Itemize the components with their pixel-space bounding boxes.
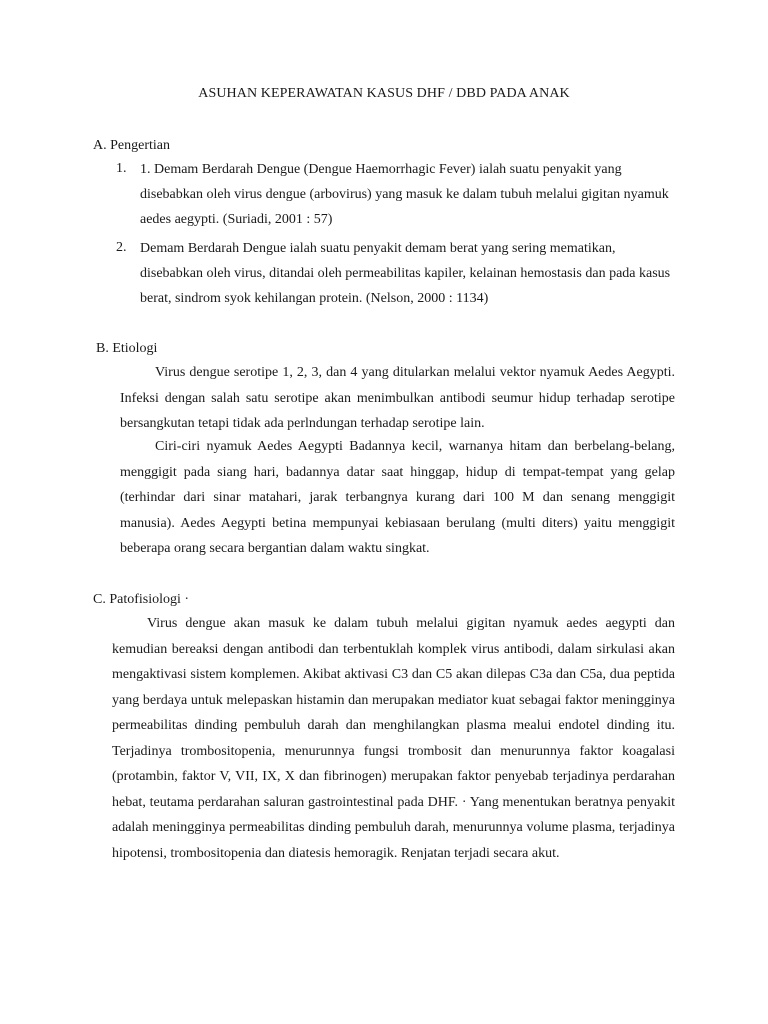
list-item-1-number: 1. — [116, 161, 127, 176]
section-c-heading: C. Patofisiologi · — [93, 592, 190, 607]
list-item-2-number: 2. — [116, 240, 127, 255]
list-item-2-text: Demam Berdarah Dengue ialah suatu penyakit demam berat yang sering mematikan, disebabkan oleh virus, ditandai oleh permeabilitas kapiler, kelainan hemostasis dan pada kasus berat, sindrom syok kehilangan protein. (Nelson, 2000 : 1134) — [140, 241, 671, 306]
document-title: ASUHAN KEPERAWATAN KASUS DHF / DBD PADA ANAK — [198, 86, 570, 101]
patofisiologi-paragraph: Virus dengue akan masuk ke dalam tubuh melalui gigitan nyamuk aedes aegypti dan kemudian bereaksi dengan antibodi dan terbentuklah komplek virus antibodi, dalam sirkulasi akan mengaktivasi sistem komplemen. Akibat aktivasi C3 dan C5 akan dilepas C3a dan C5a, dua peptida yang berdaya untuk melepaskan histamin dan merupakan mediator kuat sebagai faktor meningginya permeabilitas dinding pembuluh darah dan menghilangkan plasma mealui endotel dinding itu. Terjadinya trombositopenia, menurunnya fungsi trombosit dan menurunnya faktor koagalasi (protambin, faktor V, VII, IX, X dan fibrinogen) merupakan faktor penyebab terjadinya perdarahan hebat, teutama perdarahan saluran gastrointestinal pada DHF. · Yang menentukan beratnya penyakit adalah meningginya permeabilitas dinding pembuluh darah, menurunnya volume plasma, terjadinya hipotensi, trombositopenia dan diatesis hemoragik. Renjatan terjadi secara akut. — [112, 616, 675, 861]
etiologi-paragraph-2: Ciri-ciri nyamuk Aedes Aegypti Badannya kecil, warnanya hitam dan berbelang-belang, menggigit pada siang hari, badannya datar saat hinggap, hidup di tempat-tempat yang gelap (terhindar dari sinar matahari, jarak terbangnya kurang dari 100 M dan senang menggigit manusia). Aedes Aegypti betina mempunyai kebiasaan berulang (multi diters) yaitu menggigit beberapa orang secara bergantian dalam waktu singkat. — [120, 439, 675, 556]
section-b-heading: B. Etiologi — [96, 341, 158, 356]
list-item-1-text: 1. Demam Berdarah Dengue (Dengue Haemorrhagic Fever) ialah suatu penyakit yang disebabkan oleh virus dengue (arbovirus) yang masuk ke dalam tubuh melalui gigitan nyamuk aedes aegypti. (Suriadi, 2001 : 57) — [140, 162, 669, 227]
etiologi-paragraph-1: Virus dengue serotipe 1, 2, 3, dan 4 yang ditularkan melalui vektor nyamuk Aedes Aegypti. Infeksi dengan salah satu serotipe akan menimbulkan antibodi seumur hidup terhadap serotipe bersangkutan tetapi tidak ada perlndungan terhadap serotipe lain. — [120, 365, 675, 431]
section-a-heading: A. Pengertian — [93, 138, 170, 153]
